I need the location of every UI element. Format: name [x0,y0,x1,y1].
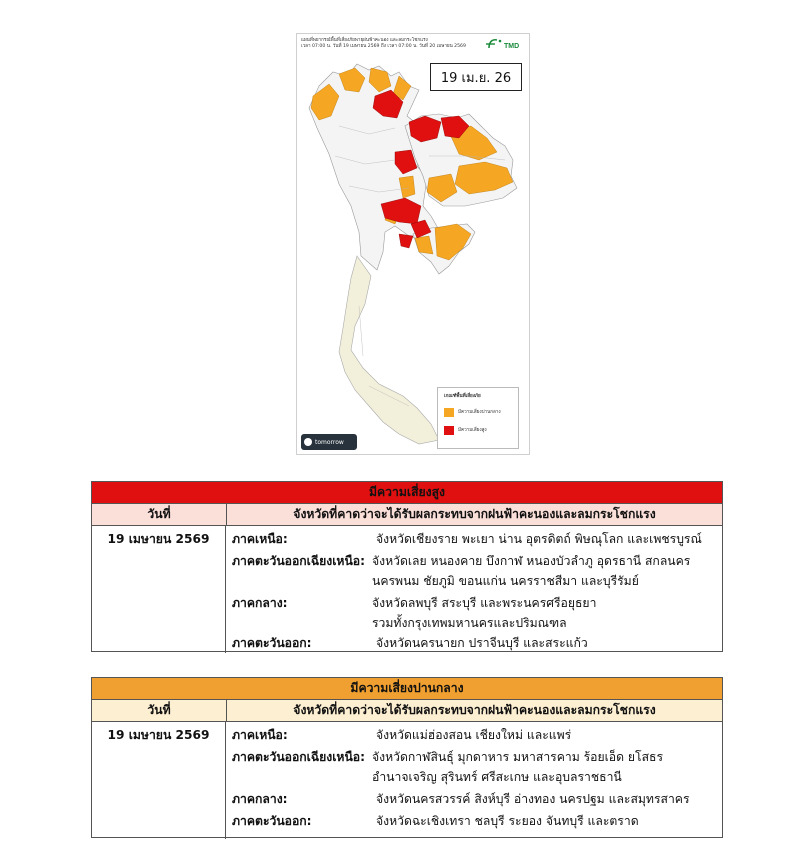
map-header-period: เวลา 07:00 น. วันที่ 19 เมษายน 2569 ถึง เวลา 07:00 น. วันที่ 20 เมษายน 2569 [301,44,466,49]
region-east-provinces: จังหวัดฉะเชิงเทรา ชลบุรี ระยอง จันทบุรี และตราด [376,814,639,828]
tmd-logo-text: TMD [504,43,520,50]
region-central: ภาคกลาง: [232,596,288,610]
high-risk-table [91,481,723,652]
column-header-date: วันที่ [92,504,227,525]
moderate-risk-title: มีความเสี่ยงปานกลาง [92,678,722,700]
row-date: 19 เมษายน 2569 [92,722,226,839]
legend-label-moderate: มีความเสี่ยงปานกลาง [458,410,501,415]
region-east: ภาคตะวันออก: [232,814,312,828]
tmd-logo-icon [483,37,525,51]
region-central-provinces-line2: รวมทั้งกรุงเทพมหานครและปริมณฑล [372,616,567,630]
legend-swatch-high [444,426,454,435]
tomorrow-brand-text: tomorrow [315,438,344,446]
map-header [301,38,481,50]
region-northeast: ภาคตะวันออกเฉียงเหนือ: [232,554,365,568]
high-risk-row [92,526,722,653]
region-northeast-provinces-line1: จังหวัดกาฬสินธุ์ มุกดาหาร มหาสารคาม ร้อยเอ็ด ยโสธร [372,750,664,764]
high-risk-header-row [92,504,722,526]
region-east-provinces: จังหวัดนครนายก ปราจีนบุรี และสระแก้ว [376,636,588,650]
region-north: ภาคเหนือ: [232,532,288,546]
row-date: 19 เมษายน 2569 [92,526,226,653]
row-regions [226,526,722,653]
legend-item-high [444,426,487,435]
map-legend [437,387,519,449]
map-date-box: 19 เม.ย. 26 [430,63,522,91]
region-northeast-provinces-line1: จังหวัดเลย หนองคาย บึงกาฬ หนองบัวลำภู อุดรธานี สกลนคร [372,554,691,568]
region-north-provinces: จังหวัดเชียงราย พะเยา น่าน อุตรดิตถ์ พิษณุโลก และเพชรบูรณ์ [376,532,702,546]
region-north: ภาคเหนือ: [232,728,288,742]
moderate-risk-row [92,722,722,839]
region-central-provinces: จังหวัดนครสวรรค์ สิงห์บุรี อ่างทอง นครปฐม และสมุทรสาคร [376,792,690,806]
legend-swatch-moderate [444,408,454,417]
legend-label-high: มีความเสี่ยงสูง [458,428,487,433]
region-northeast-provinces-line2: อำนาจเจริญ สุรินทร์ ศรีสะเกษ และอุบลราชธานี [372,770,622,784]
region-northeast-provinces-line2: นครพนม ชัยภูมิ ขอนแก่น นครราชสีมา และบุรีรัมย์ [372,574,639,588]
tomorrow-badge [301,434,357,450]
region-north-provinces: จังหวัดแม่ฮ่องสอน เชียงใหม่ และแพร่ [376,728,572,742]
region-central: ภาคกลาง: [232,792,288,806]
column-header-provinces: จังหวัดที่คาดว่าจะได้รับผลกระทบจากฝนฟ้าคะนองและลมกระโชกแรง [293,507,656,521]
region-central-provinces-line1: จังหวัดลพบุรี สระบุรี และพระนครศรีอยุธยา [372,596,597,610]
map-header-title: แผนที่พยากรณ์พื้นที่เสี่ยงภัยพายุฝนฟ้าคะนอง และลมกระโชกแรง [301,38,428,43]
forecast-map-card [296,33,530,455]
land-south [339,256,439,444]
moderate-risk-table [91,677,723,838]
column-header-date: วันที่ [92,700,227,721]
legend-item-moderate [444,408,501,417]
high-risk-title: มีความเสี่ยงสูง [92,482,722,504]
column-header-provinces: จังหวัดที่คาดว่าจะได้รับผลกระทบจากฝนฟ้าคะนองและลมกระโชกแรง [293,703,656,717]
row-regions [226,722,722,839]
moderate-risk-header-row [92,700,722,722]
tomorrow-logo-icon [304,438,312,446]
region-east: ภาคตะวันออก: [232,636,312,650]
region-northeast: ภาคตะวันออกเฉียงเหนือ: [232,750,365,764]
legend-title: เกณฑ์พื้นที่เสี่ยงภัย [444,394,481,399]
